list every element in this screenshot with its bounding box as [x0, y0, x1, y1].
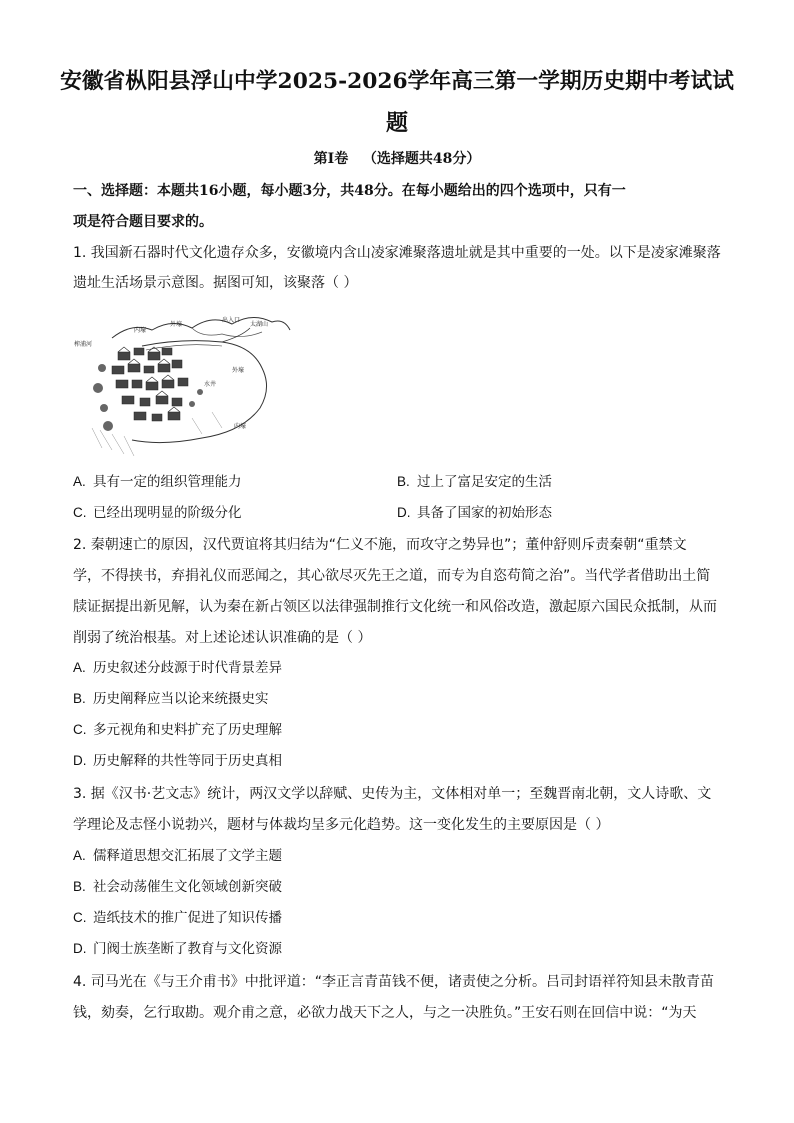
- q2-option-d[interactable]: [73, 752, 282, 770]
- q1-option-d[interactable]: [397, 504, 552, 522]
- section-instructions-line1: 一、选择题：本题共16小题，每小题3分，共48分。在每小题给出的四个选项中，只有一: [73, 183, 626, 199]
- figure-label: 太湖山: [250, 321, 269, 328]
- q3-option-c[interactable]: [73, 909, 282, 927]
- settlement-sketch-illustration: [72, 308, 294, 464]
- option-text: 历史阐释应当以论来统摄史实: [93, 691, 269, 707]
- exam-title-line2: 题: [385, 110, 408, 136]
- option-letter: A.: [73, 474, 86, 489]
- option-letter: A.: [73, 660, 86, 675]
- option-text: 历史解释的共性等同于历史真相: [93, 753, 282, 769]
- option-letter: D.: [73, 753, 87, 768]
- figure-label: 外壕: [232, 367, 245, 374]
- settlement-sketch-figure: [72, 308, 294, 464]
- option-text: 历史叙述分歧源于时代背景差异: [93, 660, 282, 676]
- option-text: 具有一定的组织管理能力: [93, 474, 242, 490]
- option-text: 已经出现明显的阶级分化: [93, 505, 242, 521]
- option-text: 门阀士族垄断了教育与文化资源: [93, 941, 282, 957]
- exam-title-line1: 安徽省枞阳县浮山中学2025-2026学年高三第一学期历史期中考试试: [60, 69, 734, 94]
- q4-stem-line1: 4. 司马光在《与王介甫书》中批评道：“李正言青苗钱不便，诸责使之分析。吕司封语祥符知县未散青苗: [73, 974, 715, 990]
- figure-label: 内壕: [234, 423, 247, 430]
- option-text: 具备了国家的初始形态: [417, 505, 552, 521]
- option-text: 儒释道思想交汇拓展了文学主题: [93, 848, 282, 864]
- q2-option-c[interactable]: [73, 721, 282, 739]
- q3-option-d[interactable]: [73, 940, 282, 958]
- volume-heading: 第Ⅰ卷 （选择题共48分）: [313, 151, 481, 167]
- option-text: 多元视角和史料扩充了历史理解: [93, 722, 282, 738]
- figure-label: 内壕: [134, 327, 147, 334]
- figure-label: 榨浦河: [74, 341, 93, 348]
- option-letter: D.: [397, 505, 411, 520]
- option-letter: C.: [73, 505, 87, 520]
- q1-stem-line1: 1. 我国新石器时代文化遗存众多，安徽境内含山凌家滩聚落遗址就是其中重要的一处。以下是凌家滩聚落: [73, 245, 721, 261]
- q3-stem-line2: 学理论及志怪小说勃兴，题材与体裁均呈多元化趋势。这一变化发生的主要原因是（ ）: [73, 817, 610, 833]
- option-letter: C.: [73, 722, 87, 737]
- q2-stem-line4: 削弱了统治根基。对上述论述认识准确的是（ ）: [73, 630, 372, 646]
- q2-stem-line2: 学，不得挟书，弃捐礼仪而恶闻之，其心欲尽灭先王之道，而专为自恣苟简之治”。当代学者借助出土简: [73, 568, 711, 584]
- option-letter: B.: [73, 691, 86, 706]
- q1-option-a[interactable]: [73, 473, 242, 491]
- figure-label: 水井: [204, 381, 217, 388]
- option-text: 过上了富足安定的生活: [417, 474, 552, 490]
- option-text: 社会动荡催生文化领域创新突破: [93, 879, 282, 895]
- q3-option-b[interactable]: [73, 878, 282, 896]
- option-letter: B.: [73, 879, 86, 894]
- option-letter: D.: [73, 941, 87, 956]
- option-letter: A.: [73, 848, 86, 863]
- q1-stem-line2: 遗址生活场景示意图。据图可知，该聚落（ ）: [73, 275, 358, 291]
- q2-stem-line3: 牍证据提出新见解，认为秦在新占领区以法律强制推行文化统一和风俗改造，激起原六国民众抵制，从而: [73, 599, 717, 615]
- q2-stem-line1: 2. 秦朝速亡的原因，汉代贾谊将其归结为“仁义不施，而攻守之势异也”；董仲舒则斥责秦朝“重禁文: [73, 537, 687, 553]
- option-letter: B.: [397, 474, 410, 489]
- q2-option-b[interactable]: [73, 690, 269, 708]
- section-instructions-line2: 项是符合题目要求的。: [73, 214, 213, 230]
- option-letter: C.: [73, 910, 87, 925]
- figure-label: 外壕: [170, 321, 183, 328]
- q3-stem-line1: 3. 据《汉书·艺文志》统计，两汉文学以辞赋、史传为主，文体相对单一；至魏晋南北朝，文人诗歌、文: [73, 786, 712, 802]
- q1-option-b[interactable]: [397, 473, 552, 491]
- option-text: 造纸技术的推广促进了知识传播: [93, 910, 282, 926]
- q3-option-a[interactable]: [73, 847, 282, 865]
- q2-option-a[interactable]: [73, 659, 282, 677]
- q1-option-c[interactable]: [73, 504, 242, 522]
- figure-label: 出入口: [222, 317, 241, 324]
- q4-stem-line2: 钱，劾奏，乞行取勘。观介甫之意，必欲力战天下之人，与之一决胜负。”王安石则在回信中说：“为天: [73, 1005, 697, 1021]
